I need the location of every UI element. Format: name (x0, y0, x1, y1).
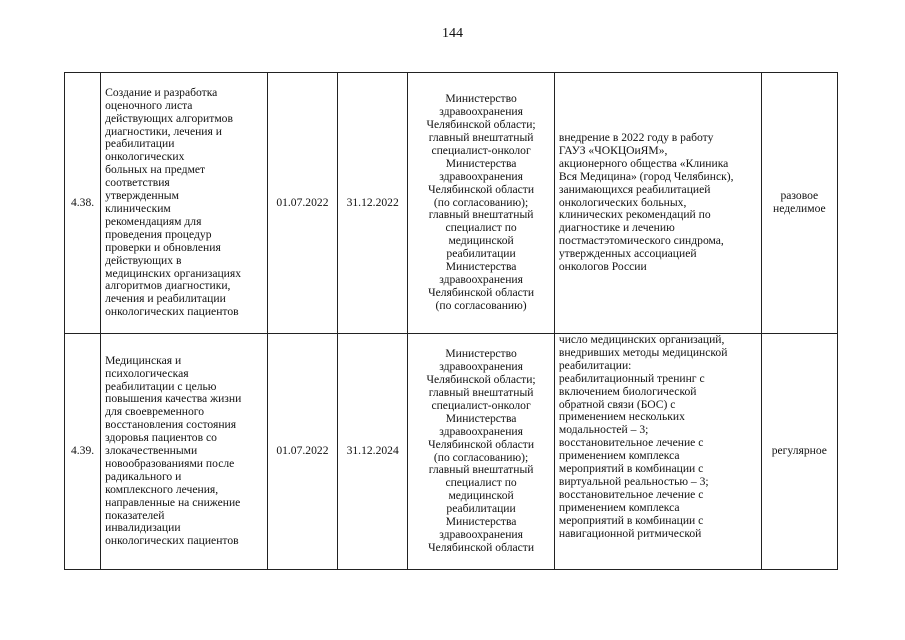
text-line: медицинской (448, 489, 514, 503)
text-line: онкологов России (558, 260, 647, 274)
text-line: модальностей – 3; (558, 423, 649, 437)
text-line: виртуальной реальностью – 3; (558, 474, 709, 488)
text-line: клиническим (105, 202, 171, 215)
text-line: лечения и реабилитации (105, 292, 226, 306)
text-line: медицинских организациях (105, 266, 242, 280)
start-date: 01.07.2022 (267, 334, 337, 570)
text-line: применением комплекса (558, 449, 680, 463)
text-line: действующих в (105, 253, 182, 267)
result-lines (559, 132, 757, 274)
text-line: главный внештатный (428, 131, 534, 145)
text-line: злокачественными (105, 444, 198, 458)
text-line: (по согласованию) (435, 298, 527, 312)
text-line: проверки и обновления (105, 240, 221, 254)
text-line: онкологических больных, (558, 195, 687, 209)
text-line: рекомендациям для (105, 214, 202, 228)
text-line: мероприятий в комбинации с (558, 513, 704, 527)
text-line: Министерства (445, 515, 517, 529)
text-line: специалист по (445, 221, 517, 235)
text-line: реабилитации: (558, 358, 632, 372)
text-line: повышения качества жизни (105, 392, 242, 406)
text-line: Челябинской области (428, 285, 535, 299)
text-line: диагностики, лечения и (105, 124, 222, 138)
text-line: комплексного лечения, (105, 482, 219, 496)
text-line: Создание и разработка (105, 85, 218, 99)
text-line: восстановительное лечение с (558, 487, 704, 501)
text-line: Челябинской области (428, 540, 535, 554)
text-line: занимающихся реабилитацией (558, 182, 711, 196)
text-line: Министерства (445, 156, 517, 170)
text-line: главный внештатный (428, 385, 534, 399)
measures-table (64, 72, 838, 570)
text-line: здравоохранения (439, 169, 523, 183)
text-line: здравоохранения (439, 272, 523, 286)
task-description (101, 334, 268, 570)
page-number: 144 (442, 26, 463, 41)
text-line: применением нескольких (558, 410, 685, 424)
text-line: клинических рекомендаций по (558, 208, 711, 222)
text-line: применением комплекса (558, 500, 680, 514)
text-line: включением биологической (558, 384, 697, 398)
text-line: главный внештатный (428, 208, 534, 222)
text-line: специалист-онколог (431, 143, 531, 157)
measure-type: регулярное (761, 334, 837, 570)
text-line: Министерство (445, 347, 517, 361)
text-line: мероприятий в комбинации с (558, 462, 704, 476)
text-line: восстановительное лечение с (558, 436, 704, 450)
responsible-executor (408, 334, 555, 570)
table-row (65, 334, 838, 570)
task-lines (105, 87, 263, 319)
text-line: восстановления состояния (105, 418, 237, 432)
text-line: оценочного листа (105, 98, 193, 112)
text-line: показателей (105, 508, 165, 522)
text-line: Министерство (445, 92, 517, 106)
text-line: акционерного общества «Клиника (558, 156, 729, 170)
text-line: соответствия (105, 176, 170, 190)
text-line: Челябинской области (428, 437, 535, 451)
text-line: (по согласованию); (433, 450, 529, 464)
result-lines (559, 334, 757, 541)
text-line: онкологических пациентов (105, 534, 239, 548)
text-line: онкологических (105, 150, 185, 164)
text-line: Медицинская и (105, 353, 182, 367)
text-line: реабилитации с целью (105, 379, 217, 393)
expected-result (554, 73, 761, 334)
responsible-executor (408, 73, 555, 334)
text-line: действующих алгоритмов (105, 111, 233, 125)
text-line: новообразованиями после (105, 456, 235, 470)
text-line: здравоохранения (439, 424, 523, 438)
text-line: инвалидизации (105, 521, 181, 535)
measure-type: разовое неделимое (761, 73, 837, 334)
text-line: медицинской (448, 234, 514, 248)
text-line: здравоохранения (439, 105, 523, 119)
start-date: 01.07.2022 (267, 73, 337, 334)
text-line: утвержденных ассоциацией (558, 247, 697, 261)
text-line: (по согласованию); (433, 195, 529, 209)
text-line: здравоохранения (439, 527, 523, 541)
text-line: реабилитации (105, 137, 175, 151)
end-date: 31.12.2024 (338, 334, 408, 570)
text-line: Министерства (445, 260, 517, 274)
text-line: реабилитации (446, 247, 516, 261)
text-line: больных на предмет (105, 163, 206, 177)
text-line: Вся Медицина» (город Челябинск), (558, 169, 734, 183)
text-line: число медицинских организаций, (558, 333, 725, 346)
text-line: радикального и (105, 469, 182, 483)
text-line: Челябинской области; (426, 118, 536, 132)
executor-lines (412, 93, 550, 312)
text-line: внедрение в 2022 году в работу (558, 131, 714, 145)
row-number: 4.39. (65, 334, 101, 570)
text-line: алгоритмов диагностики, (105, 279, 231, 293)
text-line: главный внештатный (428, 463, 534, 477)
text-line: диагностике и лечению (558, 221, 675, 235)
text-line: Челябинской области (428, 182, 535, 196)
text-line: ГАУЗ «ЧОКЦОиЯМ», (558, 143, 668, 157)
text-line: навигационной ритмической (558, 526, 702, 540)
text-line: внедривших методы медицинской (558, 345, 728, 359)
task-lines (105, 355, 263, 549)
text-line: направленные на снижение (105, 495, 241, 509)
expected-result (554, 334, 761, 570)
row-number: 4.38. (65, 73, 101, 334)
text-line: Челябинской области; (426, 373, 536, 387)
task-description (101, 73, 268, 334)
end-date: 31.12.2022 (338, 73, 408, 334)
text-line: специалист-онколог (431, 398, 531, 412)
executor-lines (412, 348, 550, 555)
text-line: постмастэтомического синдрома, (558, 234, 724, 248)
text-line: специалист по (445, 476, 517, 490)
text-line: для своевременного (105, 405, 205, 419)
text-line: психологическая (105, 366, 189, 380)
text-line: онкологических пациентов (105, 305, 239, 319)
table-row (65, 73, 838, 334)
text-line: проведения процедур (105, 227, 212, 241)
text-line: реабилитации (446, 502, 516, 516)
text-line: обратной связи (БОС) с (558, 397, 676, 411)
text-line: утвержденным (105, 189, 179, 203)
text-line: Министерства (445, 411, 517, 425)
text-line: реабилитационный тренинг с (558, 371, 705, 385)
text-line: здоровья пациентов со (105, 431, 217, 445)
text-line: здравоохранения (439, 360, 523, 374)
